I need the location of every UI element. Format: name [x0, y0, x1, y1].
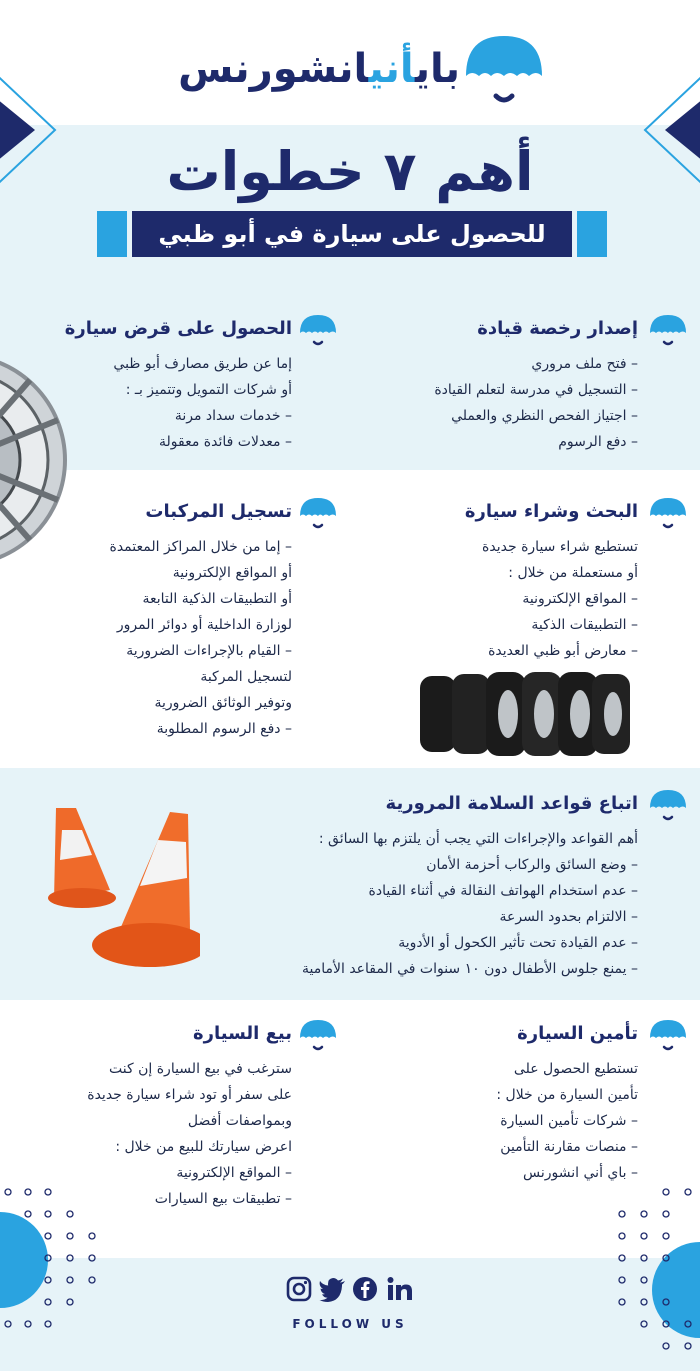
section-loan-title: الحصول على قرض سيارة [64, 318, 292, 339]
section-registration-line: – إما من خلال المراكز المعتمدة [109, 539, 292, 555]
wheel-rim-image [0, 350, 70, 570]
section-search-line: أو مستعملة من خلال : [508, 565, 638, 581]
section-registration-line: أو المواقع الإلكترونية [172, 565, 292, 581]
section-sell-line: – تطبيقات بيع السيارات [154, 1191, 292, 1207]
section-insurance-line: تأمين السيارة من خلال : [496, 1087, 638, 1103]
subtitle-right-square [577, 211, 607, 257]
umbrella-icon-registration [298, 496, 338, 532]
left-dots-decoration [0, 1180, 110, 1371]
facebook-icon[interactable] [352, 1276, 378, 1306]
section-safety-line: – عدم القيادة تحت تأثير الكحول أو الأدوية [398, 935, 638, 951]
brand-name-part1: باي [414, 46, 460, 92]
brand-name-part2: أني [368, 46, 415, 92]
umbrella-icon-sell [298, 1018, 338, 1054]
twitter-icon[interactable] [319, 1276, 347, 1306]
right-dots-decoration [590, 1180, 700, 1371]
section-loan-line: – معدلات فائدة معقولة [159, 434, 292, 450]
section-search-line: – التطبيقات الذكية [531, 617, 638, 633]
section-sell-line: سترغب في بيع السيارة إن كنت [109, 1061, 292, 1077]
section-search-line: – المواقع الإلكترونية [522, 591, 638, 607]
umbrella-icon-license [648, 313, 688, 349]
umbrella-icon-search [648, 496, 688, 532]
section-search-title: البحث وشراء سيارة [464, 501, 638, 522]
page-title: أهم ٧ خطوات [166, 140, 534, 203]
umbrella-icon-safety [648, 788, 688, 824]
section-license [434, 318, 638, 455]
follow-us-label: FOLLOW US [292, 1317, 408, 1331]
section-license-line: – دفع الرسوم [558, 434, 638, 450]
section-safety-line: – وضع السائق والركاب أحزمة الأمان [426, 857, 638, 873]
section-license-line: – فتح ملف مروري [531, 356, 638, 372]
section-safety-line: – الالتزام بحدود السرعة [499, 909, 638, 925]
section-registration-line: لتسجيل المركبة [200, 669, 292, 685]
section-insurance-line: – منصات مقارنة التأمين [500, 1139, 638, 1155]
section-safety-line: – يمنع جلوس الأطفال دون ١٠ سنوات في المقاعد الأمامية [302, 961, 638, 977]
section-loan-line: – خدمات سداد مرنة [174, 408, 292, 424]
section-loan-line: أو شركات التمويل وتتميز بـ : [125, 382, 292, 398]
section-registration-line: – دفع الرسوم المطلوبة [156, 721, 292, 737]
section-registration-line: أو التطبيقات الذكية التابعة [142, 591, 292, 607]
section-insurance-line: تستطيع الحصول على [513, 1061, 638, 1077]
section-loan [65, 318, 292, 455]
tires-image [412, 670, 637, 760]
section-registration [110, 501, 293, 742]
section-license-title: إصدار رخصة قيادة [477, 318, 638, 339]
traffic-cones-image [40, 800, 200, 975]
section-search-line: تستطيع شراء سيارة جديدة [482, 539, 638, 555]
section-safety [302, 793, 638, 982]
section-search-line: – معارض أبو ظبي العديدة [488, 643, 638, 659]
section-registration-line: – القيام بالإجراءات الضرورية [126, 643, 292, 659]
section-sell-line: – المواقع الإلكترونية [176, 1165, 292, 1181]
section-sell-line: وبمواصفات أفضل [187, 1113, 292, 1129]
section-insurance-line: – باي أني انشورنس [523, 1165, 638, 1181]
section-safety-line: – عدم استخدام الهواتف النقالة في أثناء القيادة [368, 883, 638, 899]
linkedin-icon[interactable] [386, 1276, 414, 1306]
section-sell-line: اعرض سيارتك للبيع من خلال : [115, 1139, 292, 1155]
section-insurance-title: تأمين السيارة [517, 1023, 638, 1044]
section-search [465, 501, 638, 664]
umbrella-icon-insurance [648, 1018, 688, 1054]
section-safety-line: أهم القواعد والإجراءات التي يجب أن يلتزم بها السائق : [318, 831, 638, 847]
section-registration-line: وتوفير الوثائق الضرورية [154, 695, 292, 711]
brand-name-part3: انشورنس [178, 46, 369, 92]
section-insurance-line: – شركات تأمين السيارة [500, 1113, 638, 1129]
section-sell-line: على سفر أو تود شراء سيارة جديدة [87, 1087, 292, 1103]
section-safety-title: اتباع قواعد السلامة المرورية [385, 793, 638, 814]
umbrella-logo-icon [462, 32, 546, 108]
section-insurance [496, 1023, 638, 1186]
brand-logo-text [178, 46, 460, 92]
section-registration-title: تسجيل المركبات [145, 501, 292, 522]
section-license-line: – اجتياز الفحص النظري والعملي [451, 408, 638, 424]
section-registration-line: لوزارة الداخلية أو دوائر المرور [116, 617, 292, 633]
section-sell-title: بيع السيارة [192, 1023, 292, 1044]
page-subtitle: للحصول على سيارة في أبو ظبي [132, 211, 572, 257]
umbrella-icon-loan [298, 313, 338, 349]
section-license-line: – التسجيل في مدرسة لتعلم القيادة [434, 382, 638, 398]
subtitle-left-square [97, 211, 127, 257]
section-sell [87, 1023, 292, 1212]
instagram-icon[interactable] [286, 1276, 312, 1306]
section-loan-line: إما عن طريق مصارف أبو ظبي [113, 356, 292, 372]
